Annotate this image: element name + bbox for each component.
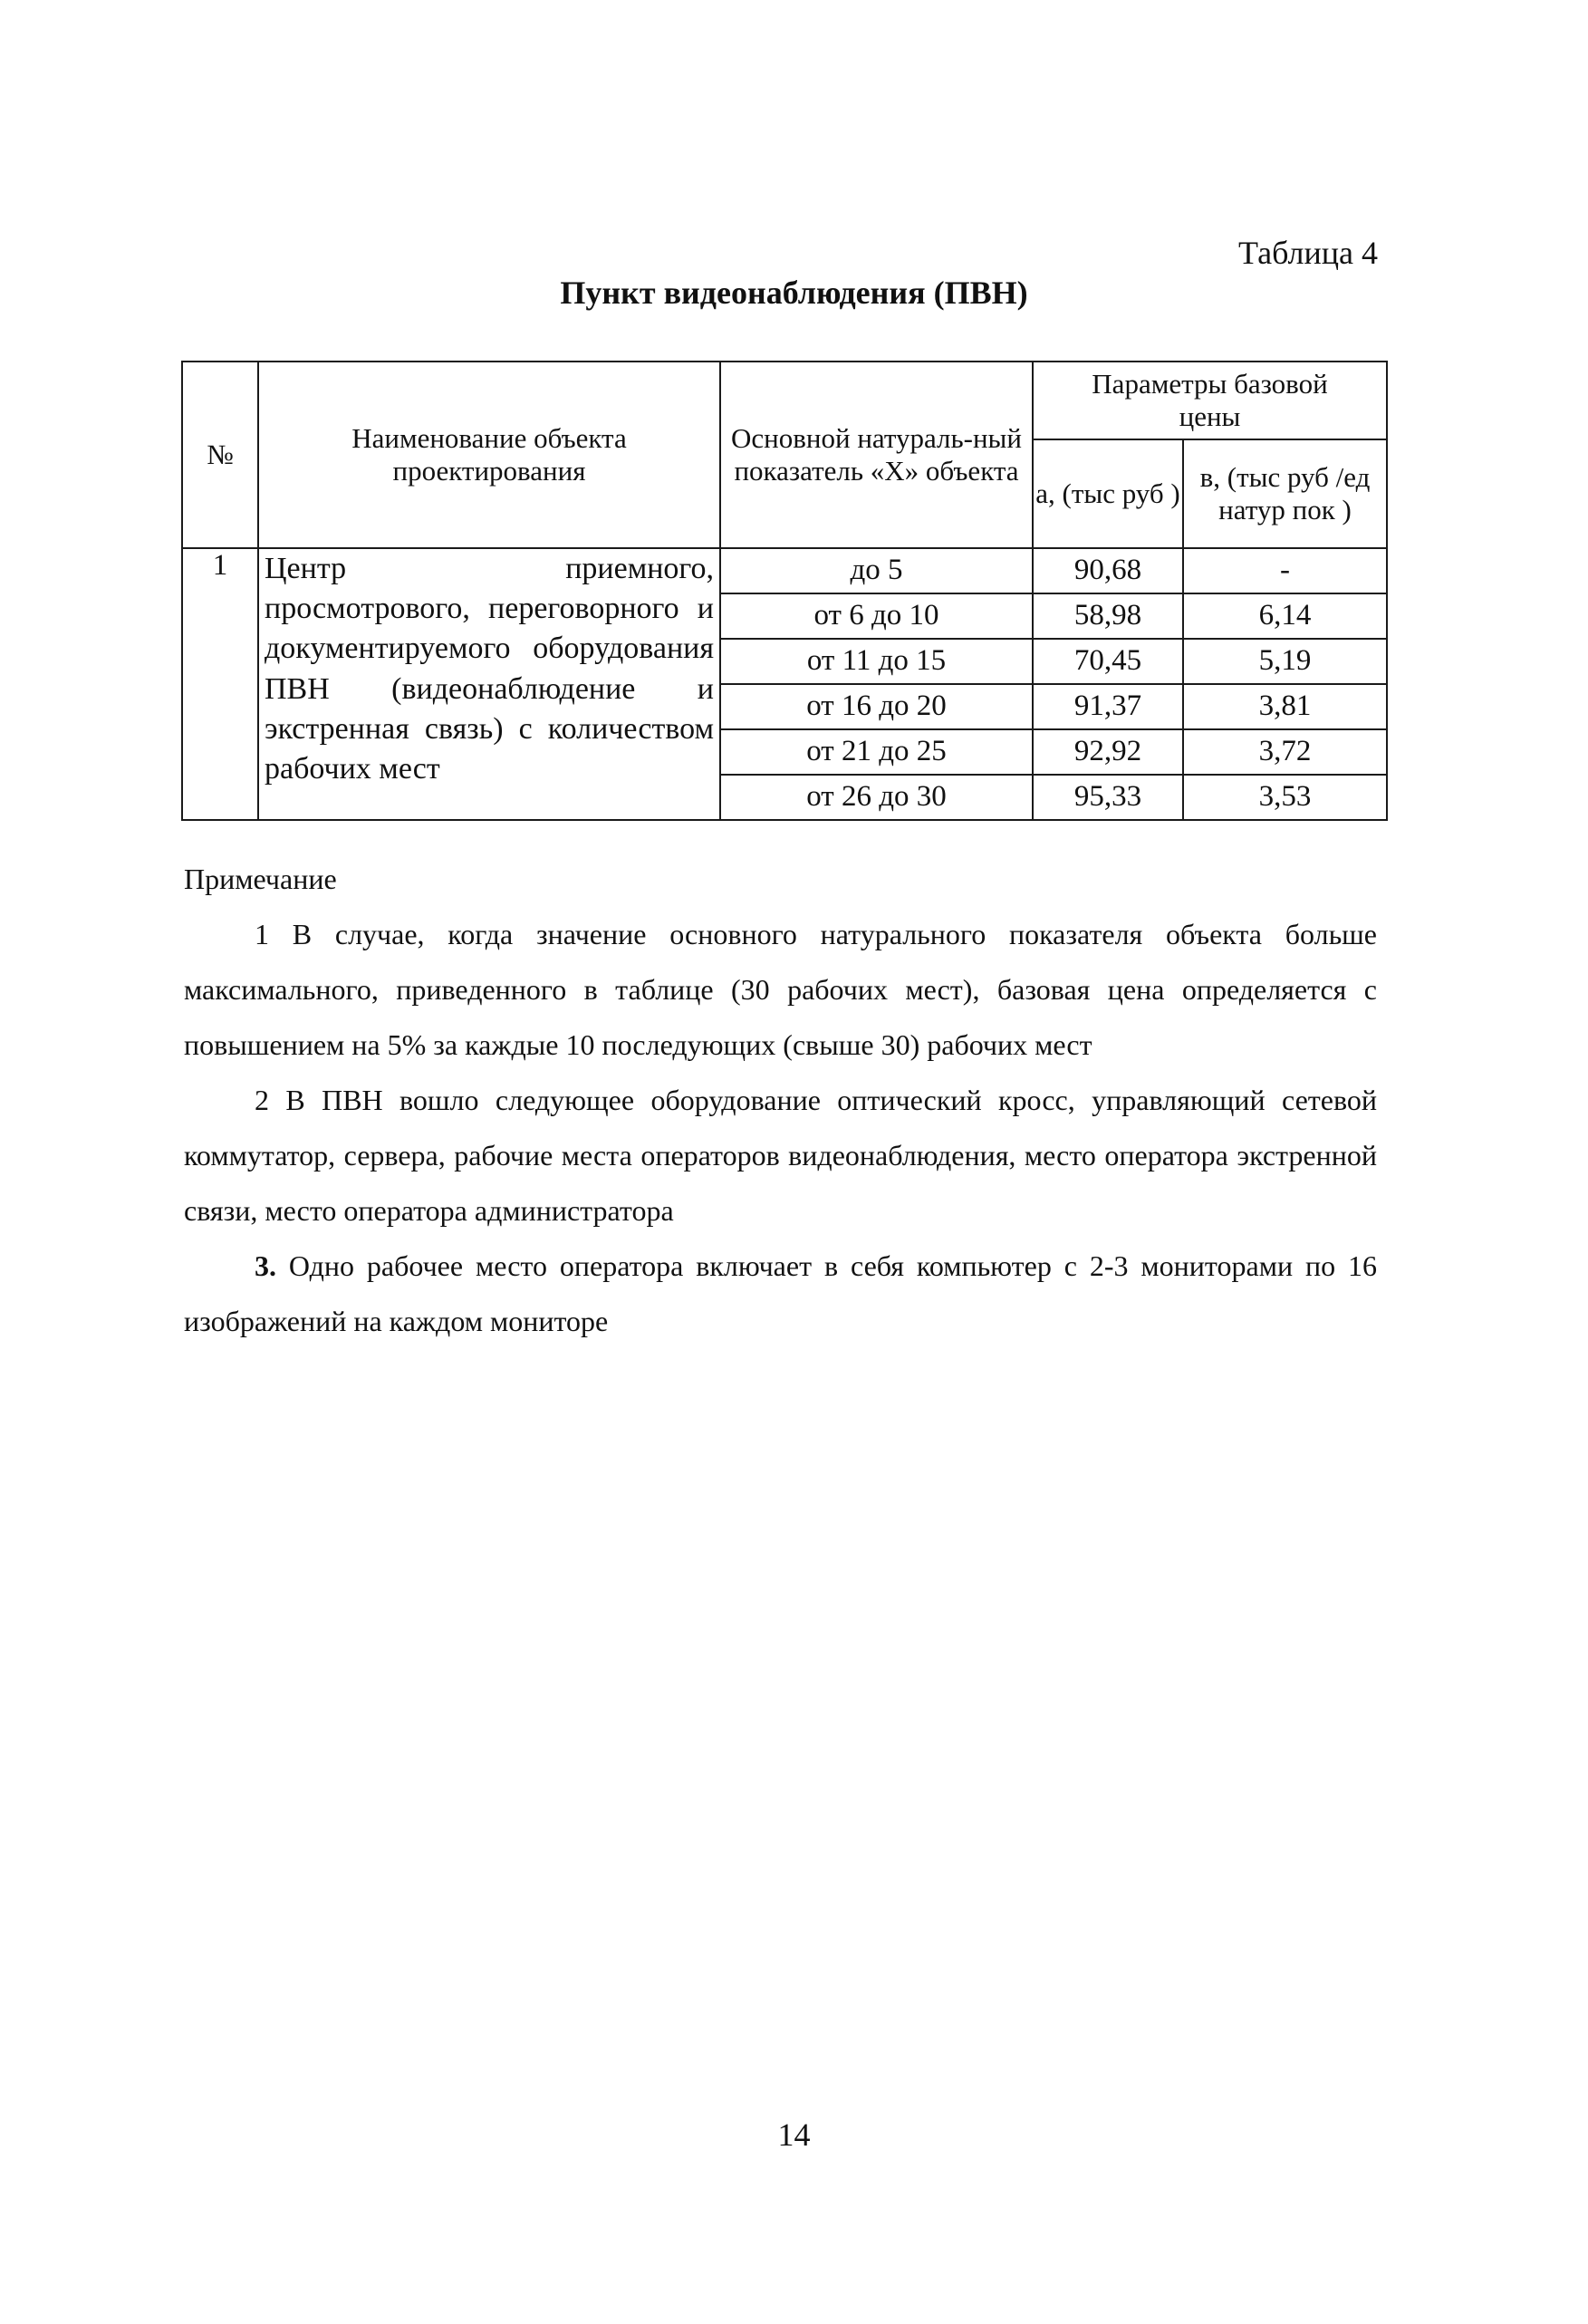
- header-indicator: Основной натураль-ный показатель «X» объекта: [720, 362, 1033, 548]
- header-num: №: [182, 362, 258, 548]
- param-b-cell: 3,81: [1183, 684, 1387, 729]
- note-2: [184, 1073, 1377, 1239]
- header-row-1: [182, 362, 1387, 439]
- table-title: Пункт видеонаблюдения (ПВН): [560, 275, 1028, 311]
- param-a-cell: 95,33: [1033, 775, 1183, 820]
- note-number: 1: [255, 918, 269, 950]
- page-number: 14: [777, 2117, 811, 2153]
- notes-heading: Примечание: [184, 863, 337, 895]
- param-a-cell: 58,98: [1033, 593, 1183, 639]
- note-1: [184, 907, 1377, 1073]
- note-text: В ПВН вошло следующее оборудование оптический кросс, управляющий сетевой коммутатор, сервера, рабочие места операторов видеонаблюдения, место оператора экстренной связи, место оператора администратора: [184, 1084, 1378, 1227]
- price-table: [181, 361, 1388, 821]
- range-cell: от 6 до 10: [720, 593, 1033, 639]
- header-param-b: в, (тыс руб /ед натур пок ): [1183, 439, 1387, 548]
- range-cell: от 26 до 30: [720, 775, 1033, 820]
- header-base-price-params: Параметры базовой цены: [1033, 362, 1387, 439]
- row-number: 1: [182, 548, 258, 820]
- note-text: Одно рабочее место оператора включает в себя компьютер с 2-3 мониторами по 16 изображений на каждом мониторе: [184, 1249, 1377, 1337]
- param-a-cell: 91,37: [1033, 684, 1183, 729]
- param-a-cell: 92,92: [1033, 729, 1183, 775]
- param-b-cell: 3,72: [1183, 729, 1387, 775]
- range-cell: до 5: [720, 548, 1033, 593]
- header-object-name: Наименование объекта проектирования: [258, 362, 720, 548]
- param-a-cell: 70,45: [1033, 639, 1183, 684]
- note-number: 3.: [255, 1249, 276, 1282]
- param-b-cell: -: [1183, 548, 1387, 593]
- param-a-cell: 90,68: [1033, 548, 1183, 593]
- object-name: Центр приемного, просмотрового, переговорного и документируемого оборудования ПВН (видеонаблюдение и экстренная связь) с количеством рабочих мест: [258, 548, 720, 820]
- range-cell: от 21 до 25: [720, 729, 1033, 775]
- range-cell: от 11 до 15: [720, 639, 1033, 684]
- range-cell: от 16 до 20: [720, 684, 1033, 729]
- param-b-cell: 5,19: [1183, 639, 1387, 684]
- param-b-cell: 6,14: [1183, 593, 1387, 639]
- param-b-cell: 3,53: [1183, 775, 1387, 820]
- notes-section: [184, 852, 1377, 1349]
- note-3: [184, 1239, 1377, 1349]
- note-text: В случае, когда значение основного натурального показателя объекта больше максимального, приведенного в таблице (30 рабочих мест), базовая цена определяется с повышением на 5% за каждые 10 последующих (свыше 30) рабочих мест: [184, 918, 1378, 1061]
- note-number: 2: [255, 1084, 269, 1116]
- header-param-a: а, (тыс руб ): [1033, 439, 1183, 548]
- table-label: Таблица 4: [1238, 235, 1378, 271]
- table-row: [182, 548, 1387, 593]
